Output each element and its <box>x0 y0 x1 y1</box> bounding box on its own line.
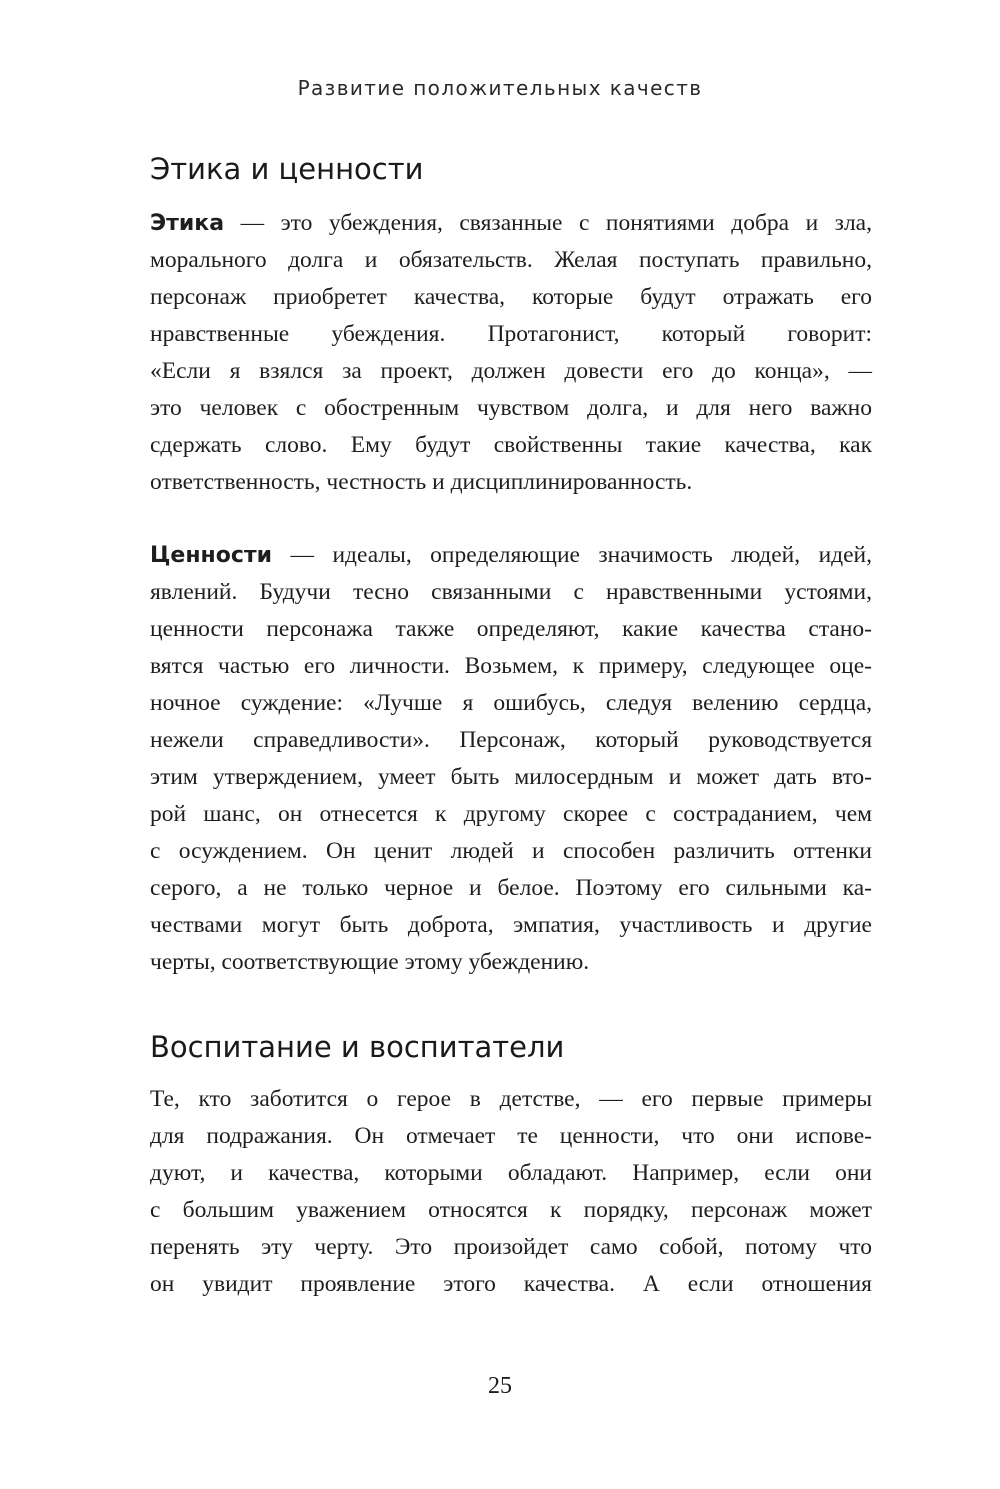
paragraph-line: нежели справедливости». Персонаж, который руководствуется <box>150 727 872 753</box>
paragraph-line: нравственные убеждения. Протагонист, который говорит: <box>150 321 872 347</box>
section-heading-ethics: Этика и ценности <box>150 152 424 186</box>
line-text: — идеалы, определяющие значимость людей, идей, <box>272 542 872 568</box>
paragraph-upbringing <box>150 1081 872 1303</box>
paragraph-line: это человек с обостренным чувством долга, и для него важно <box>150 395 872 421</box>
paragraph-line: явлений. Будучи тесно связанными с нравственными устоями, <box>150 579 872 605</box>
paragraph-ethics <box>150 205 872 501</box>
page-number: 25 <box>488 1373 512 1399</box>
paragraph-line: «Если я взялся за проект, должен довести его до конца», — <box>150 358 872 384</box>
paragraph-line: черты, соответствующие этому убеждению. <box>150 949 590 975</box>
paragraph-line: морального долга и обязательств. Желая поступать правильно, <box>150 247 872 273</box>
paragraph-line: персонаж приобретет качества, которые будут отражать его <box>150 284 872 310</box>
paragraph-line: этим утверждением, умеет быть милосердным и может дать вто- <box>150 764 872 790</box>
paragraph-line: он увидит проявление этого качества. А если отношения <box>150 1271 872 1297</box>
paragraph-line: ночное суждение: «Лучше я ошибусь, следуя велению сердца, <box>150 690 872 716</box>
paragraph-values <box>150 537 872 981</box>
paragraph-line: серого, а не только черное и белое. Поэтому его сильными ка- <box>150 875 872 901</box>
paragraph-line: ответственность, честность и дисциплинированность. <box>150 469 693 495</box>
running-head: Развитие положительных качеств <box>297 76 703 100</box>
section-heading-upbringing: Воспитание и воспитатели <box>150 1030 565 1064</box>
paragraph-line: дуют, и качества, которыми обладают. Например, если они <box>150 1160 872 1186</box>
paragraph-line: вятся частью его личности. Возьмем, к примеру, следующее оце- <box>150 653 872 679</box>
paragraph-line: сдержать слово. Ему будут свойственны такие качества, как <box>150 432 872 458</box>
paragraph-line: рой шанс, он отнесется к другому скорее с состраданием, чем <box>150 801 872 827</box>
line-text: — это убеждения, связанные с понятиями добра и зла, <box>224 210 872 236</box>
term-values: Ценности <box>150 543 273 568</box>
paragraph-line: для подражания. Он отмечает те ценности, что они испове- <box>150 1123 872 1149</box>
paragraph-line <box>150 205 872 242</box>
term-ethics: Этика <box>150 211 225 236</box>
paragraph-line: ценности персонажа также определяют, какие качества стано- <box>150 616 872 642</box>
paragraph-line: с осуждением. Он ценит людей и способен различить оттенки <box>150 838 872 864</box>
paragraph-line: с большим уважением относятся к порядку, персонаж может <box>150 1197 872 1223</box>
paragraph-line: Те, кто заботится о герое в детстве, — его первые примеры <box>150 1086 872 1112</box>
paragraph-line: перенять эту черту. Это произойдет само собой, потому что <box>150 1234 872 1260</box>
paragraph-line: чествами могут быть доброта, эмпатия, участливость и другие <box>150 912 872 938</box>
paragraph-line <box>150 537 872 574</box>
